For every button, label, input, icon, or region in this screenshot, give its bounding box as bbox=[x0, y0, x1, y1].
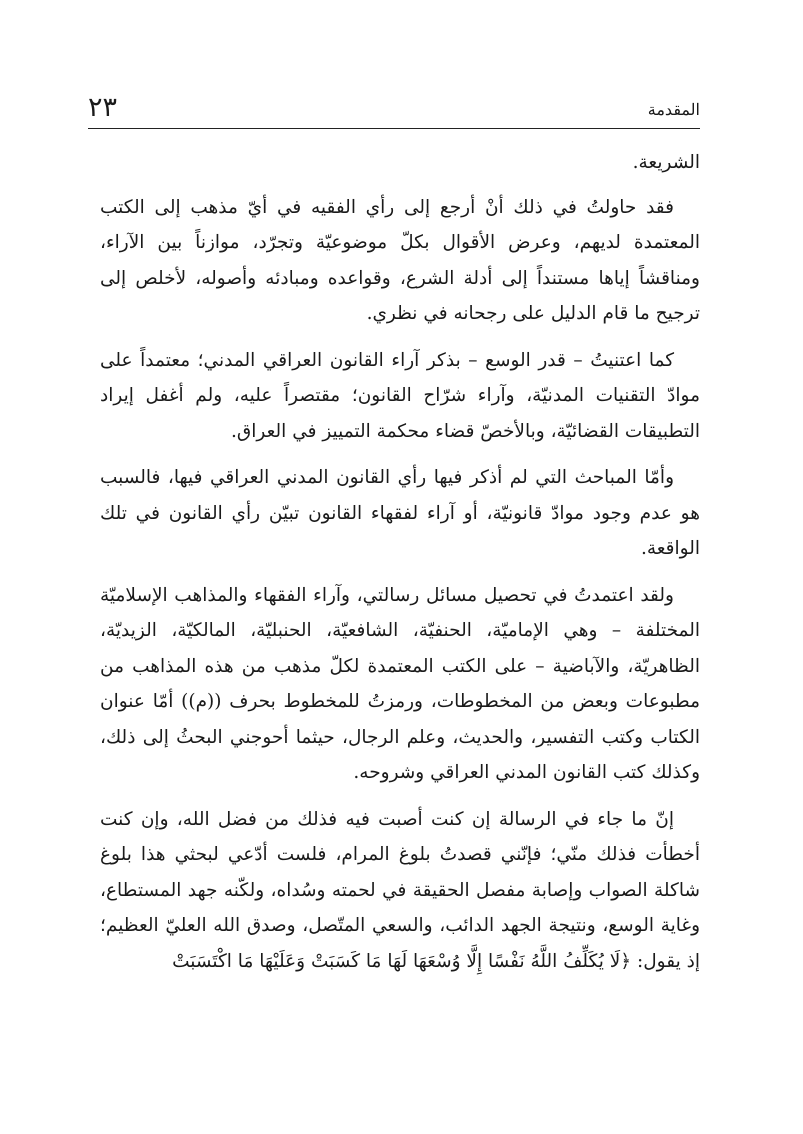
paragraph: وأمّا المباحث التي لم أذكر فيها رأي القانون المدني العراقي فيها، فالسبب هو عدم وجود موادّ قانونيّة، أو آراء لفقهاء القانون تبيّن رأي القانون في تلك الواقعة. bbox=[100, 467, 700, 559]
paragraph-continuation: الشريعة. bbox=[632, 152, 700, 173]
running-head: المقدمة bbox=[647, 100, 700, 119]
page-header bbox=[88, 92, 700, 129]
paragraph: كما اعتنيتُ – قدر الوسع – بذكر آراء القانون العراقي المدني؛ معتمداً على موادّ التقنيات المدنيّة، وآراء شرّاح القانون؛ مقتصراً عليه، ولم أغفل إيراد التطبيقات القضائيّة، وبالأخصّ قضاء محكمة التمييز في العراق. bbox=[100, 349, 700, 442]
page-number: ٢٣ bbox=[88, 92, 118, 123]
paragraph: فقد حاولتُ في ذلك أنْ أرجع إلى رأي الفقيه في أيّ مذهب إلى الكتب المعتمدة لديهم، وعرض الأقوال بكلّ موضوعيّة وتجرّد، موازناً بين الآراء، ومناقشاً إياها مستنداً إلى أدلة الشرع، وقواعده ومبادئه وأصوله، لأخلص إلى ترجيح ما قام الدليل على رجحانه في نظري. bbox=[100, 196, 700, 324]
paragraph: ولقد اعتمدتُ في تحصيل مسائل رسالتي، وآراء الفقهاء والمذاهب الإسلاميّة المختلفة – وهي الإماميّة، الحنفيّة، الشافعيّة، الحنبليّة، المالكيّة، الزيديّة، الظاهريّة، والآباضية – على الكتب المعتمدة لكلّ مذهب من هذه المذاهب من مطبوعات وبعض من المخطوطات، ورمزتُ للمخطوط بحرف ((م)) أمّا عنوان الكتاب وكتب التفسير، والحديث، وعلم الرجال، حيثما أحوجني البحثُ إلى ذلك، وكذلك كتب القانون المدني العراقي وشروحه. bbox=[100, 584, 700, 783]
body-text bbox=[100, 145, 700, 979]
paragraph-with-quran-verse: إنّ ما جاء في الرسالة إن كنت أصبت فيه فذلك من فضل الله، وإن كنت أخطأت فذلك منّي؛ فإنّني قصدتُ بلوغ المرام، فلست أدّعي لبحثي هذا بلوغ شاكلة الصواب وإصابة مفصل الحقيقة في لحمته وسُداه، ولكّنه جهد المستطاع، وغاية الوسع، ونتيجة الجهد الدائب، والسعي المتّصل، وصدق الله العليّ العظيم؛ إذ يقول: ﴿لَا يُكَلِّفُ اللَّهُ نَفْسًا إِلَّا وُسْعَهَا لَهَا مَا كَسَبَتْ وَعَلَيْهَا مَا اكْتَسَبَتْ bbox=[100, 808, 700, 972]
